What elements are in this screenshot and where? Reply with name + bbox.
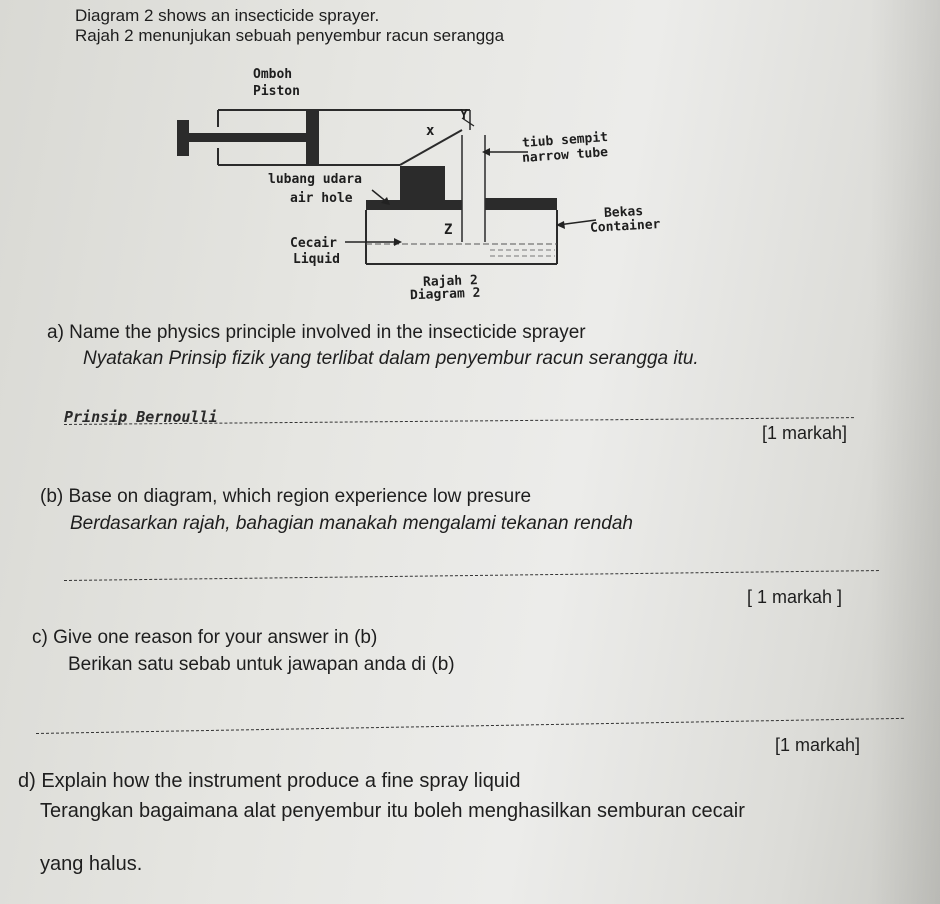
marks-c: [1 markah]	[775, 735, 861, 755]
question-b-malay: Berdasarkan rajah, bahagian manakah mengalami tekanan rendah	[70, 513, 633, 534]
label-x: x	[426, 123, 435, 139]
label-diagram: Diagram 2	[409, 285, 481, 304]
label-narrow-tube: narrow tube	[521, 145, 609, 166]
label-piston: Piston	[253, 84, 300, 99]
label-container: Container	[589, 217, 661, 236]
question-d-malay-cont: yang halus.	[40, 853, 143, 875]
marks-a: [1 markah]	[762, 423, 848, 443]
container-lid-block	[400, 166, 445, 200]
narrow-tube-arrow-head	[482, 148, 490, 156]
answer-a-handwritten: Prinsip Bernoulli	[64, 408, 218, 426]
label-tiub-sempit: tiub sempit	[521, 130, 609, 151]
label-cecair: Cecair	[290, 236, 337, 251]
question-a-malay: Nyatakan Prinsip fizik yang terlibat dalam penyembur racun serangga itu.	[83, 348, 699, 369]
label-z: Z	[444, 222, 453, 238]
piston-head	[306, 111, 319, 164]
label-omboh: Omboh	[253, 67, 293, 82]
container-lid-left	[366, 200, 462, 210]
sprayer-diagram	[0, 0, 940, 310]
answer-line-b[interactable]	[64, 570, 879, 581]
question-d-english: d) Explain how the instrument produce a fine spray liquid	[18, 770, 521, 792]
liquid-arrow-head	[394, 238, 402, 246]
question-b-english: (b) Base on diagram, which region experience low presure	[40, 486, 532, 507]
intro-english: Diagram 2 shows an insecticide sprayer.	[75, 6, 380, 25]
question-d-malay: Terangkan bagaimana alat penyembur itu boleh menghasilkan semburan cecair	[40, 800, 745, 822]
intro-malay: Rajah 2 menunjukan sebuah penyembur racun serangga	[75, 26, 505, 45]
question-c-english: c) Give one reason for your answer in (b)	[32, 627, 378, 648]
piston-rod	[189, 133, 307, 142]
label-lubang-udara: lubang udara	[268, 172, 362, 187]
label-liquid: Liquid	[293, 252, 340, 267]
marks-b: [ 1 markah ]	[747, 587, 843, 607]
label-y: Y	[460, 108, 468, 123]
question-c-malay: Berikan satu sebab untuk jawapan anda di (b)	[68, 654, 455, 675]
container-lid-right	[485, 198, 557, 210]
question-a-english: a) Name the physics principle involved in the insecticide sprayer	[47, 322, 586, 343]
label-bekas: Bekas	[603, 203, 644, 222]
label-rajah: Rajah 2	[422, 273, 479, 290]
piston-handle	[177, 120, 189, 156]
answer-line-c[interactable]	[36, 718, 904, 734]
label-air-hole: air hole	[290, 191, 353, 206]
